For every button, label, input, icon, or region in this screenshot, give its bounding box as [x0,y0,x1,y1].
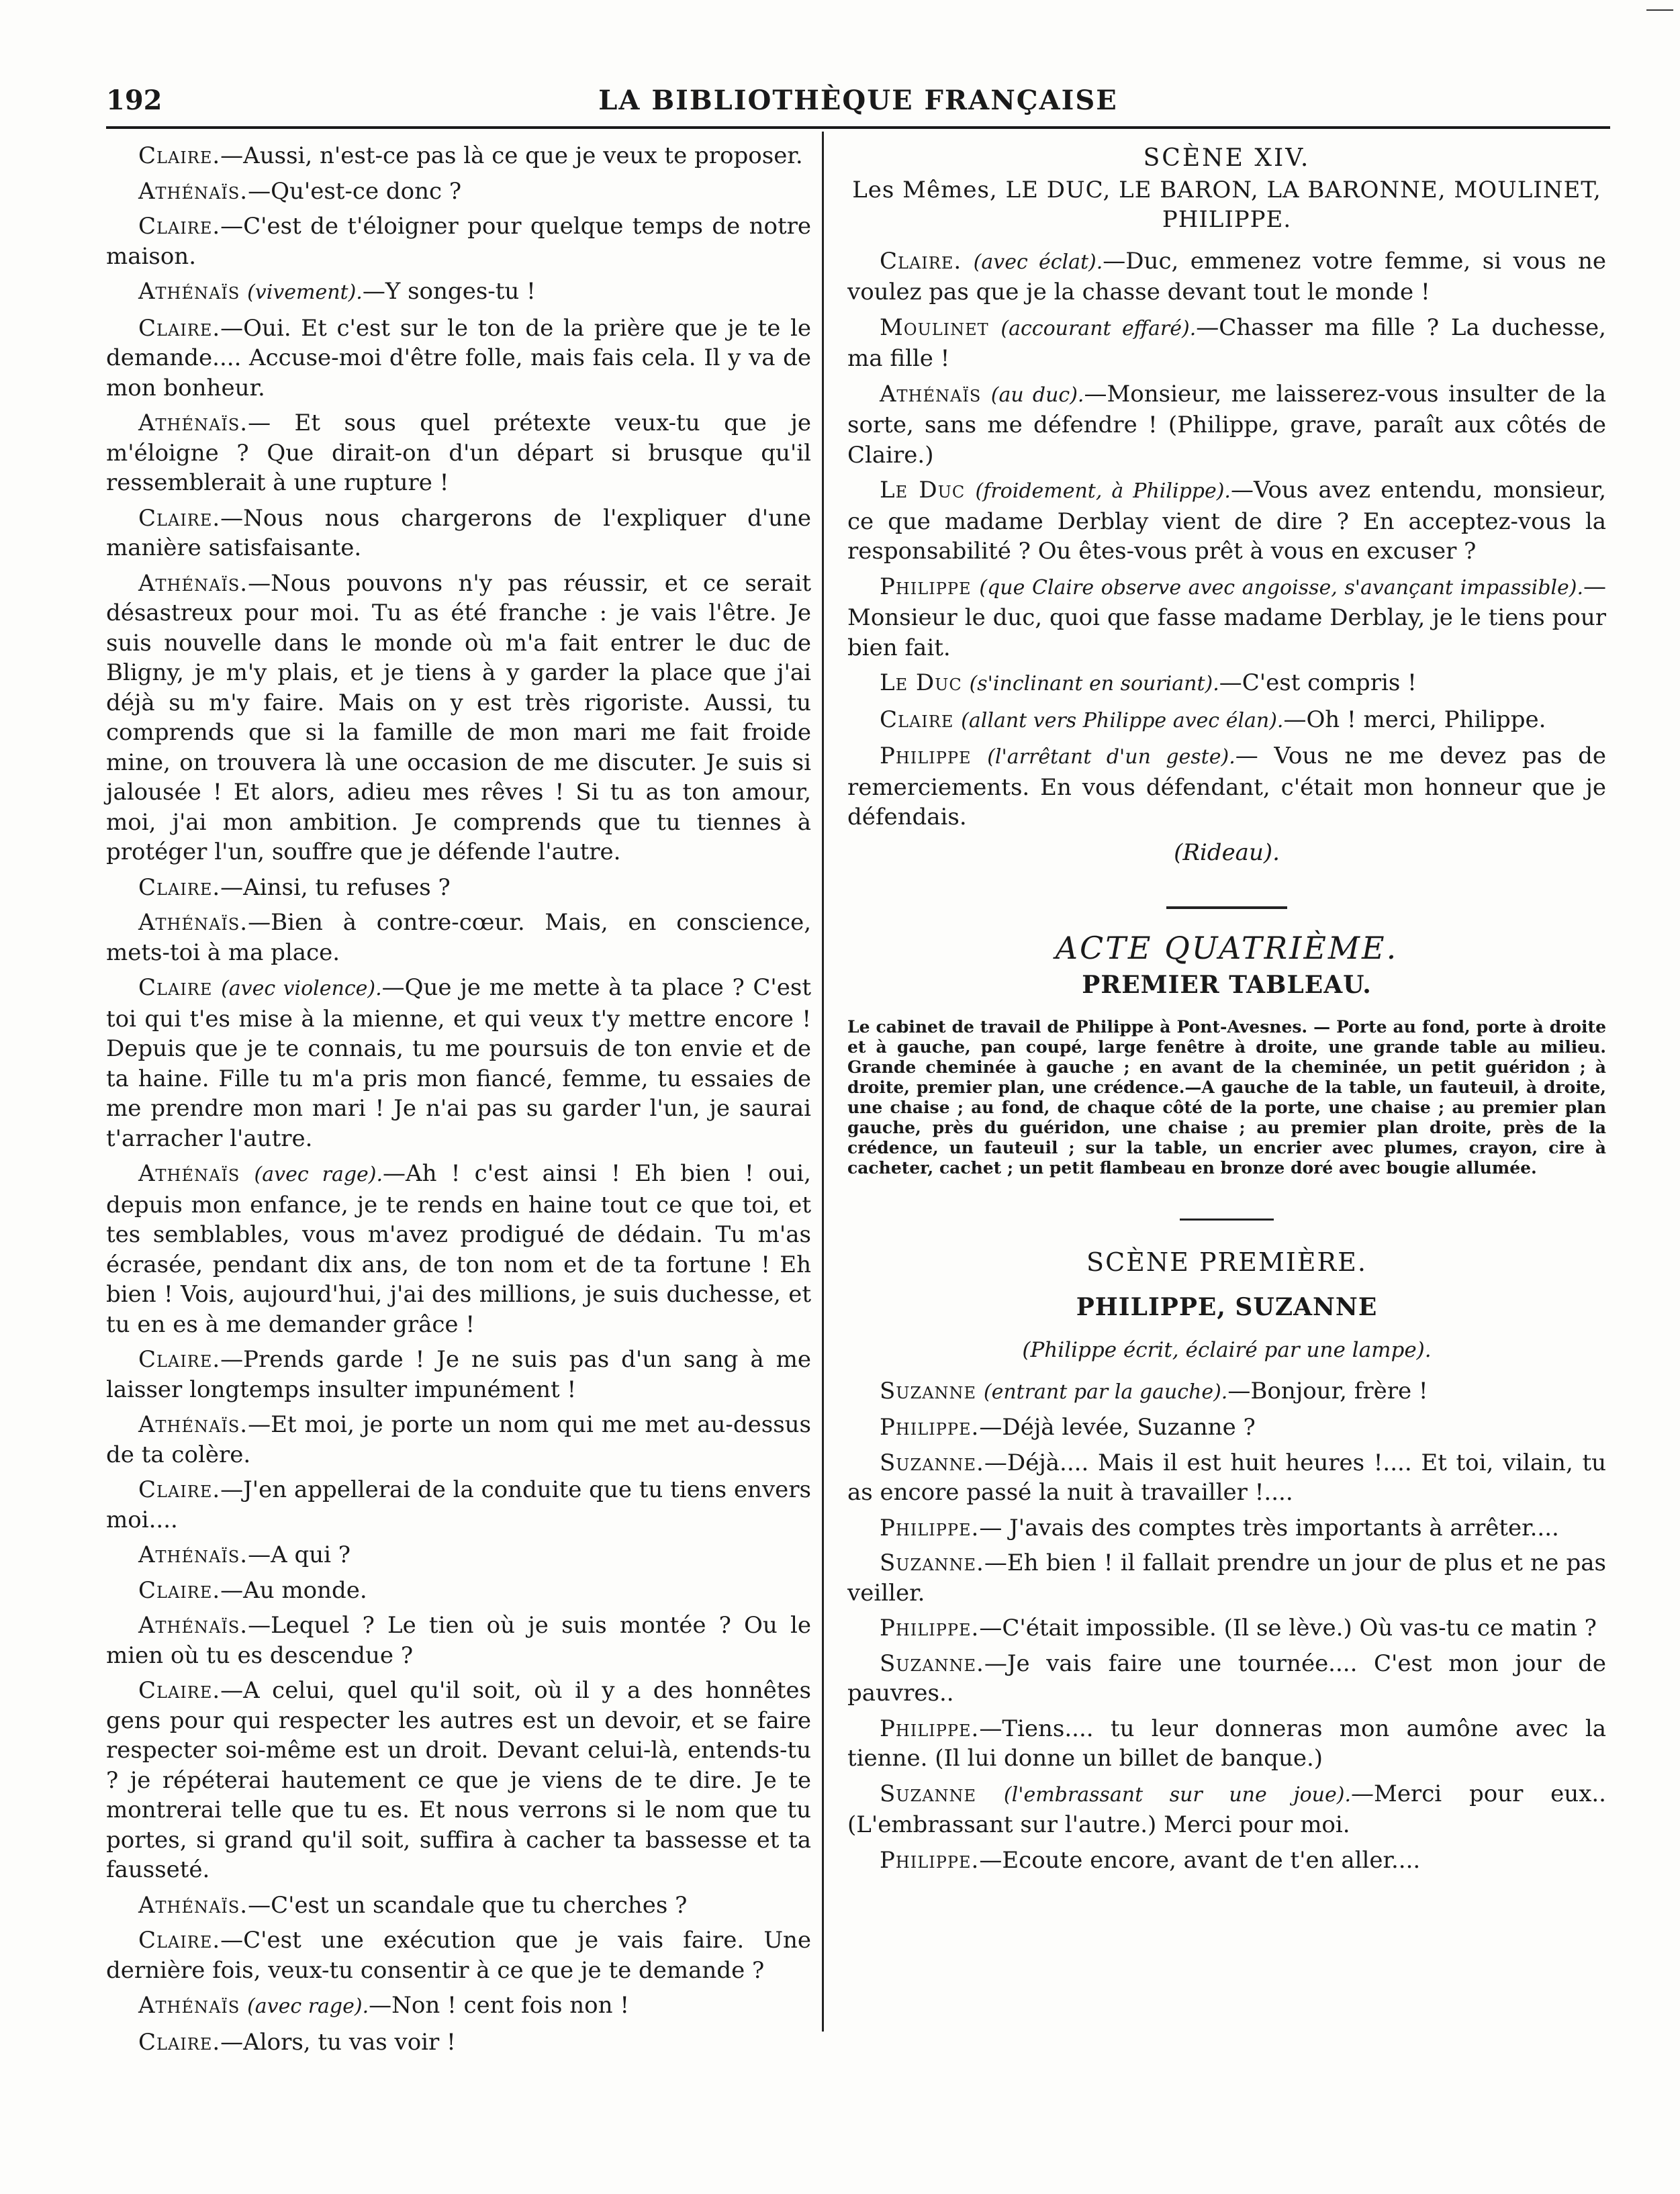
speech-paragraph [847,1513,1606,1543]
speech-paragraph [106,1891,811,1921]
speech-paragraph [106,1540,811,1570]
stage-direction: (allant vers Philippe avec élan). [961,708,1284,732]
speech-text: —C'est une exécution que je vais faire. Une dernière fois, veux-tu consentir à ce que je te demande ? [106,1927,811,1984]
speaker-name: Claire. [880,247,962,275]
stage-direction: (avec rage). [247,1995,369,2018]
stage-direction: (au duc). [990,383,1084,407]
speech-paragraph [106,1676,811,1885]
speech-paragraph [847,1448,1606,1508]
stage-direction: (l'embrassant sur une joue). [1003,1782,1351,1807]
speaker-name: Suzanne [880,1780,977,1807]
speech-text: —Non ! cent fois non ! [369,1992,629,2019]
speech-paragraph [847,475,1606,567]
speaker-name: Athénaïs [138,278,240,305]
speech-text: —C'est un scandale que tu cherches ? [248,1891,688,1919]
speech-paragraph [847,1649,1606,1709]
speech-text: —Bien à contre-cœur. Mais, en conscience, mets-toi à ma place. [106,909,811,966]
speech-text: —Chasser ma fille ? La duchesse, ma fille ! [847,314,1606,372]
right-column [847,141,1606,1880]
speaker-name: Philippe. [880,1615,980,1641]
stage-direction: (vivement). [247,281,363,304]
speech-paragraph [847,572,1606,663]
speech-paragraph [847,1846,1606,1876]
stage-direction: (entrant par la gauche). [983,1380,1228,1404]
speaker-name: Suzanne [880,1377,977,1404]
speech-paragraph [847,1548,1606,1608]
speech-paragraph [847,379,1606,471]
speech-text: —Duc, emmenez votre femme, si vous ne voulez pas que je la chasse devant tout le monde ! [847,247,1607,305]
speech-paragraph [847,1779,1606,1840]
speaker-name: Philippe. [880,1846,980,1874]
speaker-name: Athénaïs [880,380,982,408]
speech-text: —A celui, quel qu'il soit, où il y a des honnêtes gens pour qui respecter les autres est un devoir, et se faire respecter soi-même est un droit. Devant celui-là, entends-tu ? je répéterai hautement ce que je viens de te dire. Je te montrerai telle que tu es. Et nous verrons si le nom que tu portes, si grand qu'il soit, suffira à cacher ta bassesse et ta fausseté. [106,1677,811,1883]
speech-paragraph [106,1925,811,1985]
stage-setting: Le cabinet de travail de Philippe à Pont-Avesnes. — Porte au fond, porte à droite et à gauche, pan coupé, large fenêtre à droite, une grande table au milieu. Grande cheminée à gauche ; en avant de la cheminée, un petit guéridon ; à droite, premier plan, une crédence.—A gauche de la table, un fauteuil, à droite, une chaise ; au fond, de chaque côté de la porte, une chaise ; au premier plan gauche, près du guéridon, une chaise ; au premier plan droite, près de la crédence, un fauteuil ; sur la table, un encrier avec plumes, crayon, cire à cacheter, cachet ; un petit flambeau en bronze doré avec bougie allumée. [847,1017,1606,1178]
speech-paragraph [106,1159,811,1339]
speech-paragraph [847,741,1606,832]
speech-paragraph [106,1576,811,1606]
speech-paragraph [106,211,811,271]
stage-direction: (avec rage). [254,1163,383,1186]
speech-paragraph [106,1475,811,1535]
speech-text: —C'était impossible. (Il se lève.) Où vas-tu ce matin ? [979,1615,1597,1641]
speaker-name: Le Duc [880,477,966,504]
speech-paragraph [847,1714,1606,1774]
tableau-title: PREMIER TABLEAU. [1082,970,1372,999]
speech-paragraph [106,2028,811,2058]
speech-text: —Vous avez entendu, monsieur, ce que madame Derblay vient de dire ? En acceptez-vous la responsabilité ? Ou êtes-vous prêt à vous en excuser ? [847,477,1607,565]
stage-direction: (l'arrêtant d'un geste). [987,745,1235,769]
stage-direction: (accourant effaré). [1000,316,1197,340]
speech-text: —Merci pour eux.. (L'embrassant sur l'autre.) Merci pour moi. [847,1780,1606,1838]
page-header [106,79,1610,126]
speaker-name: Athénaïs. [138,909,248,936]
scene-speeches [847,246,1606,832]
speaker-name: Claire. [138,504,221,532]
speech-text: —Monsieur, me laisserez-vous insulter de la sorte, sans me défendre ! (Philippe, grave, paraît aux côtés de Claire.) [847,380,1607,469]
speech-text: —A qui ? [248,1541,351,1568]
page-number: 192 [106,85,162,116]
scene2-speeches [847,1376,1606,1876]
speech-text: —Ah ! c'est ainsi ! Eh bien ! oui, depuis mon enfance, je te rends en haine tout ce que toi, et tes semblables, vous m'avez prodigué de dédain. Tu m'as écrasée, pendant dix ans, de ton nom et de ta fortune ! Eh bien ! Vois, aujourd'hui, j'ai des millions, je suis duchesse, et tu en es à me demander grâce ! [106,1160,811,1338]
speech-paragraph [106,177,811,207]
speaker-name: Athénaïs. [138,1411,248,1438]
stage-direction: (froidement, à Philippe). [975,479,1231,503]
speech-text: — J'avais des comptes très importants à arrêter.... [979,1514,1559,1541]
speaker-name: Claire. [138,1346,221,1373]
speech-paragraph [106,504,811,563]
speech-text: —Nous nous chargerons de l'expliquer d'une manière satisfaisante. [106,504,811,561]
speech-paragraph [847,246,1606,307]
speaker-name: Athénaïs. [138,1891,248,1919]
speaker-name: Philippe [880,573,972,600]
speech-text: —Monsieur le duc, quoi que fasse madame Derblay, je le tiens pour bien fait. [847,573,1606,661]
header-rule [106,126,1610,129]
speech-paragraph [106,1611,811,1670]
speaker-name: Athénaïs. [138,1541,248,1568]
speech-paragraph [106,873,811,903]
speech-text: —Que je me mette à ta place ? C'est toi qui t'es mise à la mienne, et qui veux t'y mettre encore ! Depuis que je te connais, tu me poursuis de ton envie et de ta haine. Fille tu m'a pris mon fiancé, femme, tu essaies de me prendre mon mari ! Je n'ai pas su garder l'un, je saurai t'arracher l'autre. [106,974,812,1152]
speech-text: —Nous pouvons n'y pas réussir, et ce serait désastreux pour moi. Tu as été franche : je vais l'être. Je suis nouvelle dans le monde où m'a fait entrer le duc de Bligny, je m'y plais, et je tiens à y garder la place que j'ai déjà su m'y faire. Mais on y est très rigoriste. Aussi, tu comprends que si la famille de mon mari me fait froide mine, on trouvera là une occasion de me discuter. Je suis si jalousée ! Et alors, adieu mes rêves ! Si tu as ton amour, moi, j'ai mon ambition. Je comprends que tu tiennes à protéger l'un, souffre que je défende l'autre. [106,569,811,865]
scene2-direction: (Philippe écrit, éclairé par une lampe). [1022,1338,1432,1362]
speech-paragraph [106,908,811,967]
speech-paragraph [106,1991,811,2022]
scene-cast: Les Mêmes, LE DUC, LE BARON, LA BARONNE, MOULINET, PHILIPPE. [852,176,1601,233]
speech-text: —Lequel ? Le tien où je suis montée ? Ou le mien où tu es descendue ? [106,1612,811,1669]
scene-title: SCÈNE XIV. [1143,144,1311,172]
left-column [106,141,811,2062]
speech-text: —Déjà.... Mais il est huit heures !.... Et toi, vilain, tu as encore passé la nuit à travailler !.... [847,1449,1606,1506]
speaker-name: Suzanne. [880,1449,984,1476]
speech-text: — Vous ne me devez pas de remerciements. En vous défendant, c'était mon honneur que je défendais. [847,743,1606,830]
speech-paragraph [106,973,811,1153]
speech-paragraph [847,705,1606,736]
speaker-name: Philippe. [880,1715,980,1742]
speaker-name: Claire. [138,314,221,342]
speech-text: —Aussi, n'est-ce pas là ce que je veux te proposer. [220,142,803,169]
speaker-name: Claire [880,706,954,733]
speaker-name: Philippe. [880,1514,980,1541]
scene2-title: SCÈNE PREMIÈRE. [1086,1247,1367,1277]
speaker-name: Claire. [138,213,221,240]
speaker-name: Suzanne. [880,1650,984,1677]
speaker-name: Claire. [138,142,221,169]
speech-text: —Qu'est-ce donc ? [248,177,462,205]
speech-text: —Oh ! merci, Philippe. [1283,706,1546,733]
speech-paragraph [106,569,811,867]
column-separator [822,132,824,2032]
speech-text: —Ainsi, tu refuses ? [220,873,451,901]
speaker-name: Claire. [138,1927,221,1954]
speech-paragraph [106,1345,811,1404]
speech-paragraph [847,668,1606,700]
speaker-name: Athénaïs. [138,569,248,597]
speaker-name: Claire. [138,873,221,901]
speaker-name: Claire. [138,1576,221,1604]
speech-paragraph [847,1376,1606,1408]
speech-paragraph [106,408,811,498]
speaker-name: Claire [138,974,213,1001]
stage-direction: (avec violence). [221,977,382,1000]
speaker-name: Athénaïs. [138,177,248,205]
speaker-name: Philippe [880,743,972,769]
section-rule [1166,906,1287,909]
corner-mark [1646,9,1673,11]
speech-text: —Y songes-tu ! [362,278,536,305]
speech-text: —Bonjour, frère ! [1227,1377,1428,1404]
speech-text: —Prends garde ! Je ne suis pas d'un sang à me laisser longtemps insulter impunément ! [106,1346,811,1403]
speaker-name: Suzanne. [880,1549,984,1576]
speech-text: —Oui. Et c'est sur le ton de la prière que je te le demande.... Accuse-moi d'être folle, mais fais cela. Il y va de mon bonheur. [106,314,811,401]
speaker-name: Athénaïs [138,1992,240,2019]
stage-direction: (que Claire observe avec angoisse, s'avançant impassible). [979,575,1583,600]
curtain-note: (Rideau). [1174,839,1280,866]
speaker-name: Claire. [138,2028,221,2056]
speech-text: —Déjà levée, Suzanne ? [979,1414,1256,1441]
speech-text: —Ecoute encore, avant de t'en aller.... [979,1846,1421,1874]
speaker-name: Claire. [138,1476,221,1503]
speech-paragraph [106,141,811,171]
speaker-name: Athénaïs [138,1160,240,1187]
speech-text: —Et moi, je porte un nom qui me met au-dessus de ta colère. [106,1411,811,1468]
speech-paragraph [106,314,811,403]
speech-text: —Tiens.... tu leur donneras mon aumône avec la tienne. (Il lui donne un billet de banque.) [847,1715,1606,1772]
speech-text: —C'est compris ! [1219,669,1417,696]
speech-text: —Alors, tu vas voir ! [220,2028,456,2056]
speaker-name: Athénaïs. [138,410,248,436]
stage-direction: (s'inclinant en souriant). [969,672,1219,696]
speech-paragraph [106,1410,811,1470]
act-title: ACTE QUATRIÈME. [1055,930,1399,966]
section-rule-2 [1180,1219,1274,1221]
speaker-name: Philippe. [880,1414,980,1441]
speaker-name: Claire. [138,1677,221,1704]
speaker-name: Le Duc [880,669,962,696]
speech-text: —Je vais faire une tournée.... C'est mon jour de pauvres.. [847,1650,1606,1707]
speaker-name: Athénaïs. [138,1612,248,1639]
speech-text: —J'en appellerai de la conduite que tu tiens envers moi.... [106,1476,811,1533]
speech-paragraph [847,1413,1606,1443]
speech-text: — Et sous quel prétexte veux-tu que je m'éloigne ? Que dirait-on d'un départ si brusque qu'il ressemblerait à une rupture ! [106,410,811,496]
speech-text: —Eh bien ! il fallait prendre un jour de plus et ne pas veiller. [847,1549,1606,1607]
stage-direction: (avec éclat). [973,250,1103,274]
speech-text: —Au monde. [220,1576,367,1604]
speech-paragraph [847,313,1606,374]
scene2-cast: PHILIPPE, SUZANNE [1076,1292,1378,1321]
speech-paragraph [847,1613,1606,1643]
speech-text: —C'est de t'éloigner pour quelque temps de notre maison. [106,213,811,270]
speech-paragraph [106,277,811,308]
speaker-name: Moulinet [880,314,989,341]
running-title: LA BIBLIOTHÈQUE FRANÇAISE [598,85,1118,116]
